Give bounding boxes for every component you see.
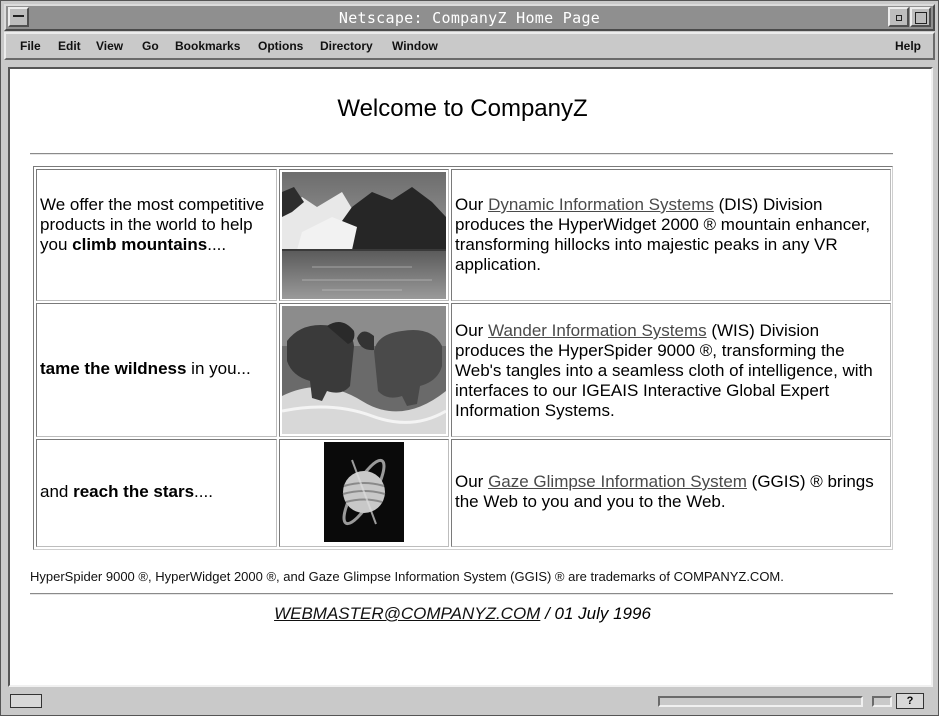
table-cell bbox=[279, 169, 449, 301]
description-text: Our bbox=[455, 195, 489, 214]
mountain-glacier-photo bbox=[282, 172, 446, 299]
tagline-bold: climb mountains bbox=[72, 235, 208, 254]
table-cell bbox=[279, 439, 449, 547]
ggis-description bbox=[455, 472, 889, 512]
table-cell bbox=[451, 439, 891, 547]
webmaster-link[interactable]: WEBMASTER@COMPANYZ.COM bbox=[274, 604, 541, 623]
row-1-tagline bbox=[40, 195, 274, 255]
divider bbox=[30, 153, 893, 155]
description-text: Our bbox=[455, 472, 489, 491]
ggis-link[interactable]: Gaze Glimpse Information System bbox=[488, 472, 747, 491]
maximize-icon[interactable] bbox=[910, 7, 931, 27]
mail-icon[interactable]: ? bbox=[896, 693, 924, 709]
page-content bbox=[8, 67, 933, 687]
security-key-icon[interactable] bbox=[10, 694, 42, 708]
row-3-tagline bbox=[40, 482, 274, 502]
table-cell bbox=[451, 303, 891, 437]
status-bar bbox=[4, 691, 935, 713]
description-text: (DIS) Division produces the HyperWidget 2000 ® mountain enhancer, transforming hillocks into majestic peaks in any VR application. bbox=[455, 195, 871, 274]
tagline-bold: reach the stars bbox=[73, 482, 195, 501]
status-indicator bbox=[872, 696, 892, 707]
tagline-text: in you... bbox=[186, 359, 251, 378]
menu-directory[interactable]: Directory bbox=[320, 39, 373, 53]
window-title: Netscape: CompanyZ Home Page bbox=[338, 9, 601, 27]
trademark-footnote: HyperSpider 9000 ®, HyperWidget 2000 ®, and Gaze Glimpse Information System (GGIS) ® are trademarks of COMPANYZ.COM. bbox=[30, 569, 784, 584]
wis-link[interactable]: Wander Information Systems bbox=[488, 321, 707, 340]
saturn-photo bbox=[324, 442, 404, 542]
menu-options[interactable]: Options bbox=[258, 39, 304, 53]
progress-bar bbox=[658, 696, 863, 707]
table-cell bbox=[36, 439, 277, 547]
wis-description bbox=[455, 321, 889, 421]
dis-link[interactable]: Dynamic Information Systems bbox=[488, 195, 714, 214]
tagline-text: and bbox=[40, 482, 74, 501]
menu-go[interactable]: Go bbox=[142, 39, 159, 53]
description-text: (GGIS) ® brings the Web to you and you to the Web. bbox=[455, 472, 874, 511]
tagline-text: .... bbox=[194, 482, 213, 501]
tagline-text: We offer the most competitive products in the world to help you bbox=[40, 195, 265, 254]
tagline-bold: tame the wildness bbox=[40, 359, 187, 378]
tagline-text: .... bbox=[207, 235, 227, 254]
signature-line bbox=[10, 604, 915, 624]
menu-bar bbox=[4, 32, 935, 60]
grizzly-bears-photo bbox=[282, 306, 446, 434]
menu-bookmarks[interactable]: Bookmarks bbox=[175, 39, 241, 53]
table-cell bbox=[451, 169, 891, 301]
dis-description bbox=[455, 195, 889, 275]
table-cell bbox=[36, 303, 277, 437]
title-bar[interactable] bbox=[4, 4, 935, 31]
minimize-icon[interactable] bbox=[888, 7, 909, 27]
table-cell bbox=[279, 303, 449, 437]
description-text: (WIS) Division produces the HyperSpider 9000 ®, transforming the Web's tangles into a seamless cloth of intelligence, with interfaces to our IGEAIS Interactive Global Expert Information Systems. bbox=[455, 321, 873, 420]
menu-view[interactable]: View bbox=[96, 39, 124, 53]
products-table bbox=[33, 166, 893, 550]
menu-help[interactable]: Help bbox=[895, 39, 922, 53]
description-text: Our bbox=[455, 321, 489, 340]
divider bbox=[30, 593, 893, 595]
menu-window[interactable]: Window bbox=[392, 39, 438, 53]
row-2-tagline bbox=[40, 359, 274, 379]
menu-edit[interactable]: Edit bbox=[58, 39, 81, 53]
page-date: / 01 July 1996 bbox=[540, 604, 651, 623]
table-cell bbox=[36, 169, 277, 301]
menu-file[interactable]: File bbox=[20, 39, 41, 53]
page-title: Welcome to CompanyZ bbox=[337, 95, 588, 122]
